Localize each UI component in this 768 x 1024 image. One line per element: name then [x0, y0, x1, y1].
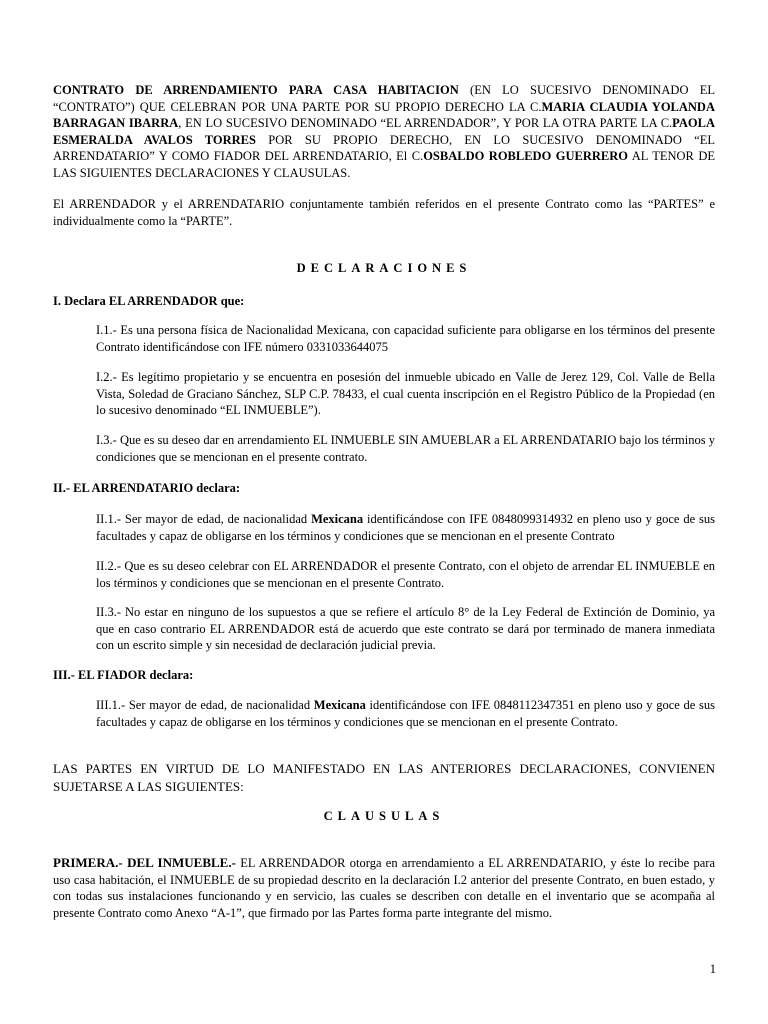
preamble-text-2: , EN LO SUCESIVO DENOMINADO “EL ARRENDADOR”, Y POR LA OTRA PARTE LA C. [178, 116, 673, 130]
contract-title: CONTRATO DE ARRENDAMIENTO PARA CASA HABITACION [53, 83, 459, 97]
partes-paragraph: El ARRENDADOR y el ARRENDATARIO conjuntamente también referidos en el presente Contrato como las “PARTES” e individualmente como la “PARTE”. [53, 197, 715, 228]
preamble-text-1: (EN LO SUCESIVO DENOMINADO EL “CONTRATO”) QUE CELEBRAN POR UNA PARTE POR SU PROPIO DERECHO LA C. [53, 83, 715, 114]
arrendatario-name: PAOLA ESMERALDA AVALOS TORRES [53, 116, 715, 147]
fiador-heading: III.- EL FIADOR declara: [53, 668, 194, 682]
preamble-text-3: POR SU PROPIO DERECHO, EN LO SUCESIVO DENOMINADO “EL ARRENDATARIO” Y COMO FIADOR DEL ARRENDATARIO, El C. [53, 132, 715, 163]
declaration-ii1-c: identificándose con IFE 0848099314932 en pleno uso y goce de sus facultades y capaz de obligarse en los términos y condiciones que se mencionan en el presente Contrato [96, 512, 715, 543]
declaration-iii1-nationality: Mexicana [313, 698, 366, 712]
fiador-name: OSBALDO ROBLEDO GUERRERO [423, 149, 628, 163]
declaraciones-heading: DECLARACIONES [296, 261, 472, 275]
declaration-i2: I.2.- Es legítimo propietario y se encuentra en posesión del inmueble ubicado en Valle de Jerez 129, Col. Valle de Bella Vista, Soledad de Graciano Sánchez, SLP C.P. 78433, el cual cuenta inscripción en el Registro Público de la Propiedad (en lo sucesivo denominado “EL INMUEBLE”). [96, 370, 715, 417]
declaration-ii3: II.3.- No estar en ninguno de los supuestos a que se refiere el artículo 8° de la Ley Federal de Extinción de Dominio, ya que en caso contrario EL ARRENDADOR está de acuerdo que este contrato se dará por terminado de manera inmediata con un escrito simple y sin necesidad de declaración judicial previa. [96, 605, 715, 652]
declaration-iii1 [96, 697, 715, 730]
page-number: 1 [709, 962, 716, 976]
convienen-paragraph: LAS PARTES EN VIRTUD DE LO MANIFESTADO EN LAS ANTERIORES DECLARACIONES, CONVIENEN SUJETARSE A LAS SIGUIENTES: [53, 761, 715, 794]
arrendatario-heading: II.- EL ARRENDATARIO declara: [53, 481, 241, 495]
clause-primera [53, 855, 715, 921]
clause-primera-label: PRIMERA.- DEL INMUEBLE.- [53, 855, 236, 870]
declaration-iii1-a: III.1.- Ser mayor de edad, de nacionalidad [96, 698, 314, 712]
declaration-ii2: II.2.- Que es su deseo celebrar con EL ARRENDADOR el presente Contrato, con el objeto de arrendar EL INMUEBLE en los términos y condiciones que se mencionan en el presente Contrato. [96, 559, 715, 590]
declaration-ii1-nationality: Mexicana [311, 512, 364, 526]
declaration-i1: I.1.- Es una persona física de Nacionalidad Mexicana, con capacidad suficiente para obligarse en los términos del presente Contrato identificándose con IFE número 0331033644075 [96, 323, 715, 354]
contract-preamble [53, 82, 715, 181]
declaration-ii1-a: II.1.- Ser mayor de edad, de nacionalidad [96, 512, 312, 526]
preamble-text-4: AL TENOR DE LAS SIGUIENTES DECLARACIONES Y CLAUSULAS. [53, 149, 715, 180]
declaration-ii1 [96, 511, 715, 544]
declaration-iii1-c: identificándose con IFE 0848112347351 en pleno uso y goce de sus facultades y capaz de obligarse en los términos y condiciones que se mencionan en el presente Contrato. [96, 698, 715, 729]
declaration-i3: I.3.- Que es su deseo dar en arrendamiento EL INMUEBLE SIN AMUEBLAR a EL ARRENDATARIO bajo los términos y condiciones que se mencionan en el presente contrato. [96, 433, 715, 464]
arrendador-name: MARIA CLAUDIA YOLANDA BARRAGAN IBARRA [53, 99, 715, 130]
clause-primera-text: EL ARRENDADOR otorga en arrendamiento a EL ARRENDATARIO, y éste lo recibe para uso casa habitación, el INMUEBLE de su propiedad descrito en la declaración I.2 anterior del presente Contrato, en buen estado, y con todas sus instalaciones funcionando y en servicio, las cuales se describen con detalle en el inventario que se acompaña al presente Contrato como Anexo “A-1”, que firmado por las Partes forma parte integrante del mismo. [53, 856, 715, 920]
clausulas-heading: CLAUSULAS [323, 809, 445, 823]
arrendador-heading: I. Declara EL ARRENDADOR que: [53, 294, 245, 308]
